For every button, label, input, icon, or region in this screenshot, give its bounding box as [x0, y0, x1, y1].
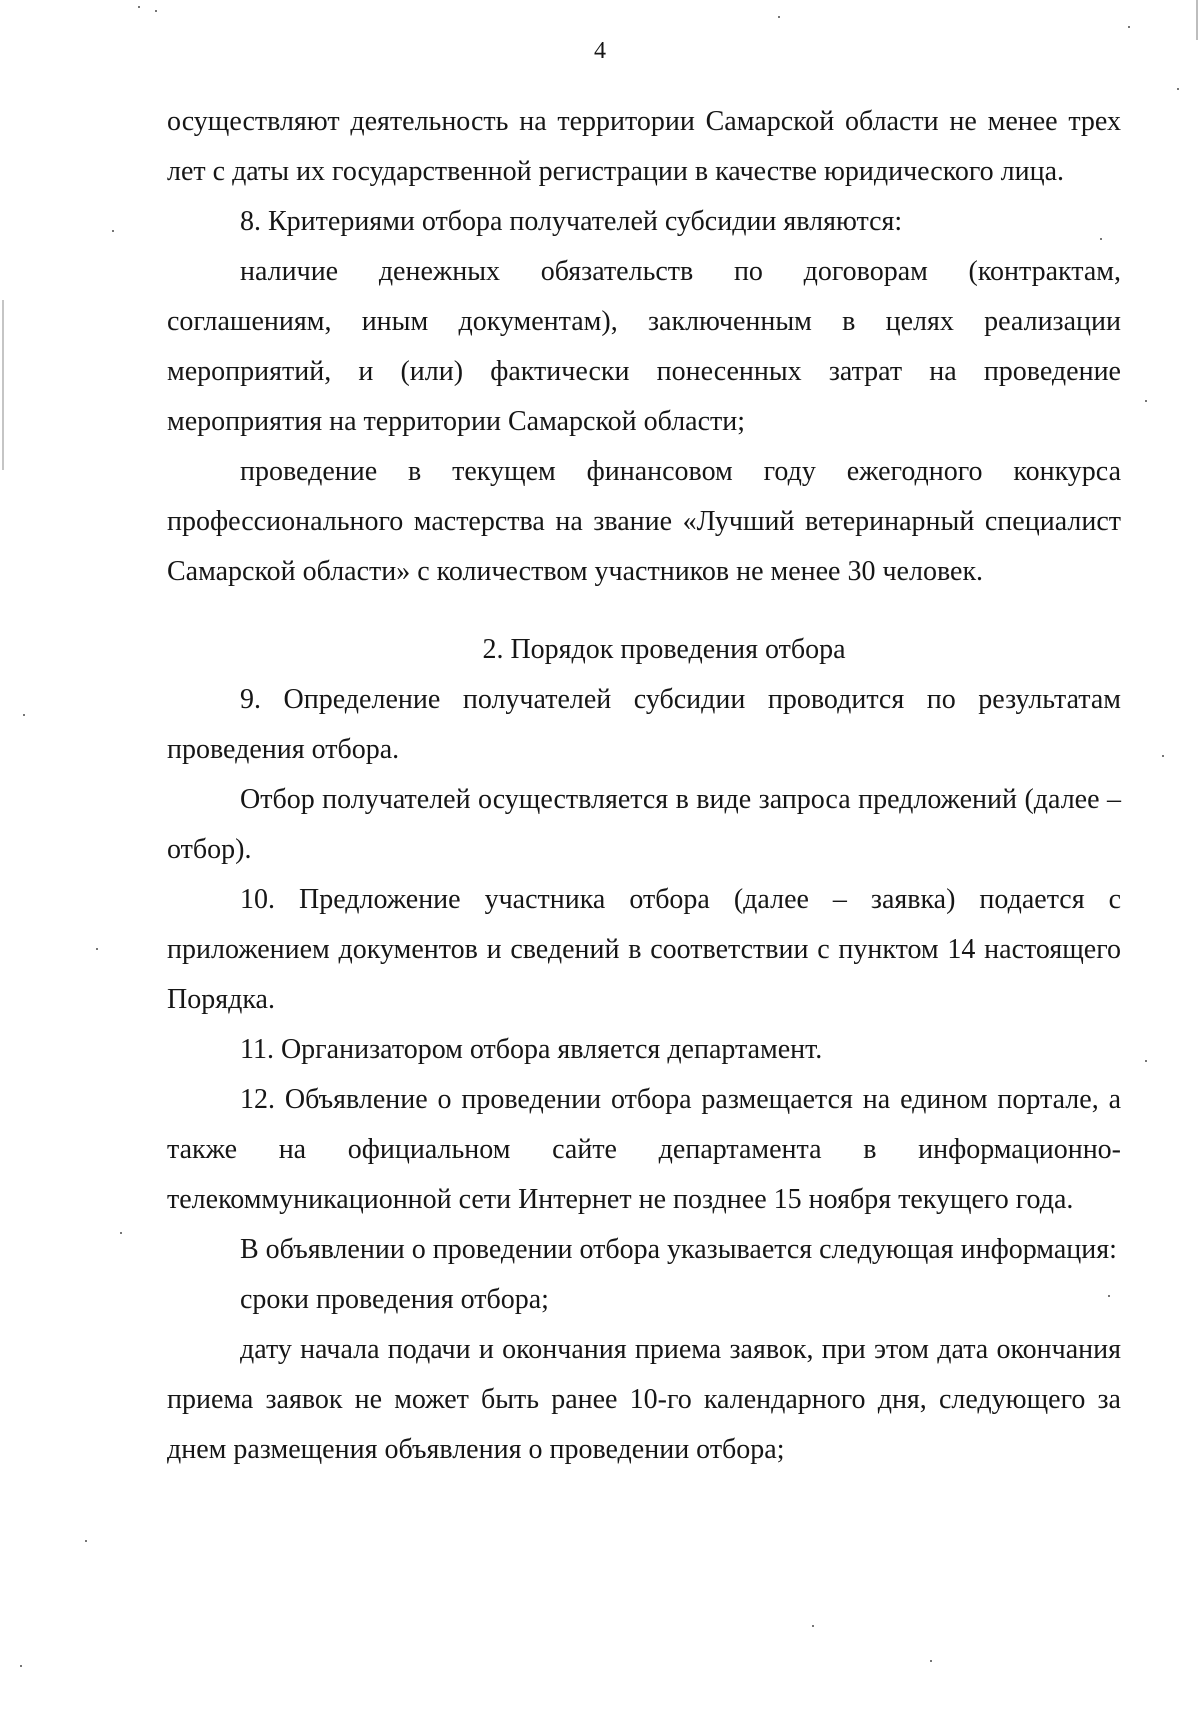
scan-speck: [1145, 400, 1147, 402]
paragraph-application-dates: дату начала подачи и окончания приема заявок, при этом дата окончания приема заявок не может быть ранее 10-го календарного дня, следующего за днем размещения объявления о проведении отбора;: [167, 1334, 1121, 1465]
scan-speck: [138, 6, 140, 8]
paragraph-item-11: 11. Организатором отбора является департамент.: [240, 1034, 823, 1065]
paragraph-item-8: 8. Критериями отбора получателей субсидии являются:: [240, 206, 903, 237]
paragraph-continuation: осуществляют деятельность на территории Самарской области не менее трех лет с даты их государственной регистрации в качестве юридического лица.: [167, 106, 1121, 187]
paragraph-announcement-info: В объявлении о проведении отбора указывается следующая информация:: [240, 1234, 1117, 1265]
section-heading: 2. Порядок проведения отбора: [482, 634, 846, 665]
scan-speck: [1177, 88, 1179, 90]
paragraph-item-9: 9. Определение получателей субсидии проводится по результатам проведения отбора.: [167, 684, 1121, 765]
scan-speck: [85, 1540, 87, 1542]
scan-speck: [120, 1232, 122, 1234]
paragraph-item-12: 12. Объявление о проведении отбора размещается на едином портале, а также на официальном сайте департамента в информационно-телекоммуникационной сети Интернет не позднее 15 ноября текущего года.: [167, 1084, 1121, 1215]
scan-speck: [23, 714, 25, 716]
scan-speck: [1128, 26, 1130, 28]
scan-speck: [96, 948, 98, 950]
scan-edge-mark-right-top: [1196, 0, 1198, 40]
page-number: 4: [594, 38, 606, 64]
scan-edge-mark-left: [2, 300, 4, 470]
paragraph-selection-form: Отбор получателей осуществляется в виде запроса предложений (далее – отбор).: [167, 784, 1121, 865]
scan-speck: [155, 10, 157, 12]
scan-speck: [812, 1625, 814, 1627]
section-spacer: [167, 597, 1121, 625]
scan-speck: [1162, 755, 1164, 757]
scan-speck: [778, 16, 780, 18]
scan-speck: [930, 1660, 932, 1662]
scan-speck: [20, 1665, 22, 1667]
scan-speck: [112, 230, 114, 232]
paragraph-criterion-contest: проведение в текущем финансовом году ежегодного конкурса профессионального мастерства на звание «Лучший ветеринарный специалист Самарской области» с количеством участников не менее 30 человек.: [167, 456, 1121, 587]
paragraph-item-10: 10. Предложение участника отбора (далее – заявка) подается с приложением документов и сведений в соответствии с пунктом 14 настоящего Порядка.: [167, 884, 1121, 1015]
document-body: [167, 97, 1121, 1475]
paragraph-selection-terms: сроки проведения отбора;: [240, 1284, 549, 1315]
scan-speck: [1145, 1060, 1147, 1062]
paragraph-criterion-obligations: наличие денежных обязательств по договорам (контрактам, соглашениям, иным документам), заключенным в целях реализации мероприятий, и (или) фактически понесенных затрат на проведение мероприятия на территории Самарской области;: [167, 256, 1121, 437]
